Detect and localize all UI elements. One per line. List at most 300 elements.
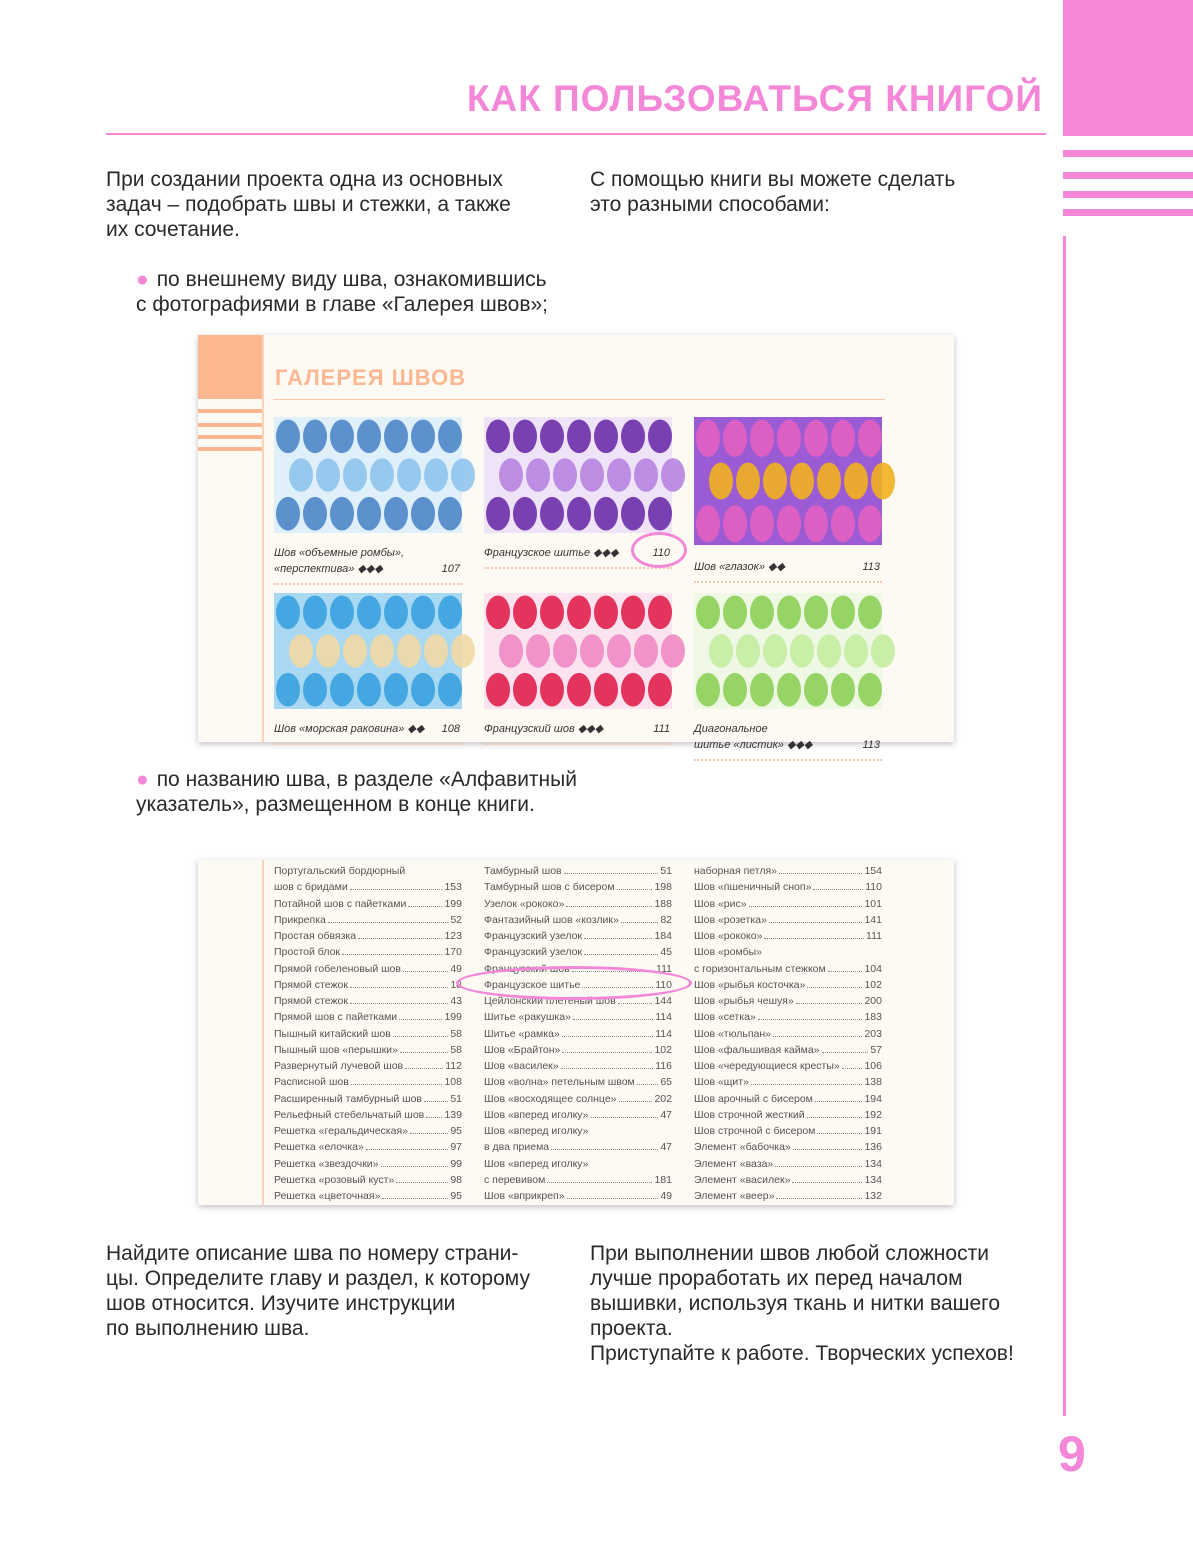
dot-leader <box>637 1084 659 1085</box>
dot-leader <box>822 1052 869 1053</box>
dot-leader <box>382 1198 448 1199</box>
index-entry <box>694 1123 882 1139</box>
index-entry-page: 51 <box>450 1092 462 1105</box>
stitch-motif <box>580 634 604 668</box>
dot-leader <box>807 1117 863 1118</box>
index-entry-name: Расписной шов <box>274 1076 349 1089</box>
index-entry-name: Шов «рис» <box>694 897 747 910</box>
stitch-motif <box>858 505 882 542</box>
index-entry <box>484 863 672 879</box>
stitch-motif <box>709 462 733 499</box>
index-entry <box>274 1042 462 1058</box>
stitch-motif <box>540 420 564 454</box>
stitch-card <box>694 593 882 761</box>
stitch-motif <box>397 458 421 492</box>
stitch-motif <box>763 462 787 499</box>
bullet-text: по названию шва, в разделе «Алфавитный указатель», размещенном в конце книги. <box>136 768 577 816</box>
index-entry-page: 114 <box>655 1011 672 1024</box>
index-entry <box>694 1156 882 1172</box>
index-entry-page: 191 <box>864 1125 882 1137</box>
stitch-motif <box>424 458 448 492</box>
stripe-decoration <box>1063 172 1193 179</box>
stitch-name: Французский шов ◆◆◆ <box>484 723 604 735</box>
index-entry-page: 47 <box>660 1141 672 1154</box>
index-entry <box>274 1139 462 1155</box>
index-entry-name: Шов «рыбья чешуя» <box>694 995 794 1007</box>
stitch-motif <box>276 420 300 454</box>
index-entry-page: 134 <box>864 1173 882 1186</box>
index-entry <box>484 1139 672 1155</box>
stitch-motif <box>621 420 645 454</box>
stripe-decoration <box>1063 150 1193 157</box>
index-entry-page: 111 <box>866 930 882 942</box>
stitch-motif <box>750 673 774 707</box>
gallery-preview <box>198 335 954 751</box>
index-entry <box>694 879 882 895</box>
index-entry <box>694 1042 882 1058</box>
stitch-motif <box>513 420 537 454</box>
index-entry-page: 203 <box>864 1027 882 1040</box>
stitch-name: Французское шитье ◆◆◆ <box>484 547 619 559</box>
stitch-motif <box>621 673 645 707</box>
index-entry <box>694 863 882 879</box>
index-entry-name: Прикрепка <box>274 913 326 926</box>
index-entry-page: 110 <box>655 978 672 991</box>
stitch-caption <box>274 545 462 577</box>
index-entry <box>274 1074 462 1090</box>
corner-decoration <box>1063 0 1193 136</box>
intro-right-paragraph: С помощью книги вы можете сделать это разными способами: <box>590 168 956 216</box>
index-entry-name: Решетка «звездочки» <box>274 1157 379 1170</box>
bullet-index <box>136 767 636 817</box>
index-entry-page: 108 <box>444 1076 462 1089</box>
dot-leader <box>567 1198 659 1199</box>
dot-leader <box>381 1166 449 1167</box>
index-entry <box>274 912 462 928</box>
index-entry <box>694 1172 882 1188</box>
index-entry <box>274 896 462 912</box>
index-entry-name: Элемент «василек» <box>694 1173 791 1186</box>
stitch-motif <box>648 497 672 531</box>
stitch-motif <box>486 420 510 454</box>
index-entry-page: 47 <box>660 1108 672 1121</box>
stitch-motif <box>831 596 855 630</box>
stitch-motif <box>790 462 814 499</box>
stitch-motif <box>424 634 448 668</box>
index-entry-name: Элемент «ваза» <box>694 1157 774 1170</box>
dot-leader <box>591 1117 659 1118</box>
index-entry-page: 43 <box>450 995 462 1007</box>
dotted-divider <box>274 739 462 745</box>
index-entry <box>274 1009 462 1025</box>
dot-leader <box>813 889 863 890</box>
index-entry-name: Решетка «елочка» <box>274 1141 364 1154</box>
stitch-photo <box>484 593 672 709</box>
index-entry-name: Шов «рококо» <box>694 930 763 942</box>
stitch-motif <box>276 673 300 707</box>
index-entry-name: Португальский бордюрный <box>274 865 406 877</box>
stitch-motif <box>858 420 882 457</box>
stitch-motif <box>696 420 720 457</box>
index-entry-name: шов с бридами <box>274 881 348 894</box>
stitch-motif <box>553 634 577 668</box>
stitch-motif <box>844 634 868 668</box>
dot-leader <box>566 906 652 907</box>
index-entry-page: 170 <box>444 946 462 959</box>
stitch-motif <box>357 673 381 707</box>
stitch-card <box>274 417 462 585</box>
dotted-divider <box>694 755 882 761</box>
index-entry-page: 98 <box>450 1173 462 1186</box>
index-entry <box>694 1074 882 1090</box>
dot-leader <box>764 938 864 939</box>
outro-right-paragraph: При выполнении швов любой сложности лучше проработать их перед началом вышивки, используя ткань и нитки вашего проекта. Приступайте к работе. Творческих успехов! <box>590 1242 1014 1365</box>
index-entry <box>484 1009 672 1025</box>
stitch-motif <box>858 596 882 630</box>
index-entry-page: 58 <box>450 1043 462 1056</box>
stitch-motif <box>486 497 510 531</box>
stitch-motif <box>526 458 550 492</box>
dot-leader <box>769 922 863 923</box>
dot-leader <box>618 1003 653 1004</box>
stitch-motif <box>790 634 814 668</box>
stitch-motif <box>648 596 672 630</box>
stitch-motif <box>438 420 462 454</box>
stitch-motif <box>486 673 510 707</box>
stitch-photo <box>484 417 672 533</box>
stitch-motif <box>384 596 408 630</box>
dot-leader <box>584 954 658 955</box>
stitch-motif <box>736 634 760 668</box>
stitch-motif <box>289 458 313 492</box>
stitch-motif <box>580 458 604 492</box>
dot-leader <box>350 889 443 890</box>
stitch-motif <box>723 673 747 707</box>
stitch-photo <box>694 593 882 709</box>
index-column <box>694 863 882 1204</box>
stitch-motif <box>438 673 462 707</box>
index-entry-page: 114 <box>655 1027 672 1040</box>
index-entry-page: 134 <box>864 1157 882 1170</box>
index-entry-name: Цейлонский плетеный шов <box>484 995 616 1007</box>
dot-leader <box>405 1068 443 1069</box>
index-entry-name: Пышный китайский шов <box>274 1027 391 1040</box>
stitch-motif <box>621 596 645 630</box>
stitch-motif <box>451 634 475 668</box>
index-entry-name: Французское шитье <box>484 978 581 991</box>
index-entry-page: 199 <box>444 897 462 910</box>
dot-leader <box>342 954 442 955</box>
stitch-name: Диагональное шитье «листик» ◆◆◆ <box>694 723 813 751</box>
index-entry-name: Тамбурный шов <box>484 865 562 877</box>
bullet-dot-icon: ● <box>136 268 149 291</box>
stitch-name: Шов «объемные ромбы», «перспектива» ◆◆◆ <box>274 547 405 575</box>
dot-leader <box>424 1101 448 1102</box>
gallery-stripe <box>198 423 262 427</box>
stitch-card <box>694 417 882 583</box>
index-entry-page: 101 <box>864 897 882 910</box>
index-entry <box>274 928 462 944</box>
dot-leader <box>426 1117 442 1118</box>
index-entry <box>484 1107 672 1123</box>
dot-leader <box>773 1036 862 1037</box>
stitch-motif <box>750 505 774 542</box>
dot-leader <box>796 1003 863 1004</box>
dot-leader <box>564 873 659 874</box>
index-entry-page: 188 <box>654 897 672 910</box>
index-entry-page: 110 <box>865 881 882 894</box>
bullet-gallery <box>136 267 616 317</box>
index-entry-page: 194 <box>864 1092 882 1105</box>
stitch-motif <box>804 596 828 630</box>
dot-leader <box>793 1149 863 1150</box>
stitch-motif <box>567 673 591 707</box>
stitch-motif <box>411 673 435 707</box>
stitch-motif <box>607 634 631 668</box>
stitch-motif <box>513 596 537 630</box>
gallery-stripe <box>198 435 262 439</box>
stitch-page: 111 <box>653 723 670 735</box>
index-entry-page: 136 <box>864 1141 882 1154</box>
stitch-motif <box>438 497 462 531</box>
stitch-motif <box>621 497 645 531</box>
index-entry-page: 202 <box>654 1092 672 1105</box>
stitch-motif <box>831 420 855 457</box>
dot-leader <box>807 987 862 988</box>
stitch-motif <box>567 497 591 531</box>
index-entry-name: Французский узелок <box>484 930 583 942</box>
stitch-motif <box>303 420 327 454</box>
stitch-motif <box>540 497 564 531</box>
dot-leader <box>400 1052 448 1053</box>
index-entry-page: 139 <box>444 1108 462 1121</box>
index-entry <box>694 1107 882 1123</box>
dot-leader <box>842 1068 863 1069</box>
index-entry-name: наборная петля» <box>694 865 777 877</box>
stitch-motif <box>289 634 313 668</box>
stitch-motif <box>594 596 618 630</box>
stitch-motif <box>661 634 685 668</box>
index-entry-page: 198 <box>654 881 672 894</box>
index-entry <box>484 1091 672 1107</box>
stitch-motif <box>871 634 895 668</box>
index-entry <box>274 1091 462 1107</box>
intro-left-paragraph: При создании проекта одна из основных задач – подобрать швы и стежки, а также их сочетание. <box>106 168 511 241</box>
stitch-page: 110 <box>652 547 670 559</box>
index-entry-name: Прямой стежок <box>274 995 348 1007</box>
dot-leader <box>817 1133 862 1134</box>
index-entry-page: 102 <box>654 1043 672 1056</box>
index-entry-page: 57 <box>870 1043 882 1056</box>
index-entry-page: 153 <box>444 881 462 894</box>
stitch-motif <box>723 596 747 630</box>
gallery-stripe <box>198 409 262 413</box>
stitch-motif <box>804 673 828 707</box>
gallery-title: ГАЛЕРЕЯ ШВОВ <box>275 365 467 390</box>
dotted-divider <box>274 579 462 585</box>
stripe-decoration <box>1063 209 1193 216</box>
index-entry-page: 52 <box>450 913 462 926</box>
stitch-photo <box>694 417 882 545</box>
index-entry-name: Шов «розетка» <box>694 913 767 926</box>
index-entry-name: Решетка «розовый куст» <box>274 1173 395 1186</box>
stitch-motif <box>871 462 895 499</box>
side-rule <box>1063 236 1066 1416</box>
stitch-page: 108 <box>441 723 460 735</box>
index-entry <box>484 944 672 960</box>
index-entry-page: 192 <box>864 1108 882 1121</box>
stitch-page: 113 <box>862 561 880 573</box>
index-entry <box>274 879 462 895</box>
index-entry <box>484 896 672 912</box>
dot-leader <box>350 987 448 988</box>
stitch-motif <box>858 673 882 707</box>
stitch-name: Шов «глазок» ◆◆ <box>694 561 785 573</box>
stitch-motif <box>844 462 868 499</box>
stitch-motif <box>567 420 591 454</box>
index-entry-name: Простой блок <box>274 946 341 959</box>
stitch-motif <box>276 497 300 531</box>
stitch-photo <box>274 417 462 533</box>
dot-leader <box>621 922 658 923</box>
dot-leader <box>561 1068 654 1069</box>
index-entry-page: 154 <box>864 865 882 877</box>
stitch-motif <box>316 458 340 492</box>
stitch-motif <box>804 420 828 457</box>
stitch-motif <box>696 505 720 542</box>
dot-leader <box>551 1149 658 1150</box>
index-entry-name: Фантазийный шов «козлик» <box>484 913 619 926</box>
stitch-motif <box>513 497 537 531</box>
index-entry-name: Прямой стежок <box>274 978 348 991</box>
stitch-motif <box>357 497 381 531</box>
stitch-motif <box>513 673 537 707</box>
index-entry <box>694 1139 882 1155</box>
gallery-corner-decoration <box>198 335 262 399</box>
stitch-motif <box>709 634 733 668</box>
stitch-motif <box>634 458 658 492</box>
index-entry <box>274 1123 462 1139</box>
dot-leader <box>351 1084 443 1085</box>
index-entry-name: Расширенный тамбурный шов <box>274 1092 422 1105</box>
index-entry-page: 106 <box>864 1060 882 1072</box>
stitch-motif <box>661 458 685 492</box>
index-entry <box>484 928 672 944</box>
index-entry-page: 200 <box>864 995 882 1007</box>
index-entry-name: Решетка «геральдическая» <box>274 1125 408 1137</box>
index-entry <box>694 993 882 1009</box>
index-entry <box>274 1156 462 1172</box>
index-entry-page: 58 <box>450 1027 462 1040</box>
index-entry <box>274 1026 462 1042</box>
dot-leader <box>393 1036 448 1037</box>
stitch-motif <box>777 596 801 630</box>
index-entry-page: 199 <box>444 1011 462 1024</box>
highlight-circle <box>631 532 687 568</box>
dot-leader <box>358 938 442 939</box>
index-entry <box>694 896 882 912</box>
stitch-motif <box>411 420 435 454</box>
stitch-motif <box>567 596 591 630</box>
stitch-motif <box>330 673 354 707</box>
stitch-motif <box>357 420 381 454</box>
index-entry <box>694 1058 882 1074</box>
stitch-motif <box>607 458 631 492</box>
index-entry-page: 144 <box>654 995 672 1007</box>
index-entry-page: 65 <box>660 1076 672 1089</box>
index-entry-name: Решетка «цветочная» <box>274 1190 381 1202</box>
stitch-motif <box>777 420 801 457</box>
index-entry-name: Пышный шов «перышки» <box>274 1043 398 1056</box>
bullet-text: по внешнему виду шва, ознакомившись с фотографиями в главе «Галерея швов»; <box>136 268 549 316</box>
stitch-motif <box>330 596 354 630</box>
bullet-dot-icon: ● <box>136 768 149 791</box>
stitch-motif <box>303 673 327 707</box>
index-entry-name: с перевивом <box>484 1173 546 1186</box>
index-entry-name: Шов «вперед иголку» <box>484 1108 589 1121</box>
index-entry-name: Прямой шов с пайетками <box>274 1011 398 1024</box>
stitch-motif <box>397 634 421 668</box>
stitch-motif <box>594 420 618 454</box>
dot-leader <box>619 1101 653 1102</box>
index-entry <box>694 1026 882 1042</box>
index-entry <box>484 1074 672 1090</box>
dot-leader <box>749 906 863 907</box>
stitch-motif <box>648 673 672 707</box>
stitch-motif <box>343 458 367 492</box>
stitch-motif <box>486 596 510 630</box>
stitch-card <box>274 593 462 745</box>
index-entry-page: 18 <box>450 978 462 991</box>
index-entry-name: Шов «ромбы» <box>694 946 762 959</box>
dot-leader <box>399 1019 442 1020</box>
index-entry-page: 132 <box>864 1190 882 1202</box>
index-entry-page: 184 <box>654 930 672 942</box>
gallery-title-rule <box>273 399 885 400</box>
dot-leader <box>408 906 442 907</box>
dot-leader <box>779 873 862 874</box>
dot-leader <box>328 922 448 923</box>
dot-leader <box>410 1133 448 1134</box>
index-entry-name: Шов строчной жесткий <box>694 1108 805 1121</box>
index-entry-page: 141 <box>864 913 882 926</box>
index-entry <box>274 977 462 993</box>
stitch-motif <box>648 420 672 454</box>
stitch-motif <box>594 497 618 531</box>
index-entry <box>484 1042 672 1058</box>
index-entry <box>274 961 462 977</box>
index-entry-page: 102 <box>864 978 882 991</box>
index-entry-page: 138 <box>864 1076 882 1089</box>
stitch-caption <box>694 721 882 753</box>
stitch-caption <box>694 559 882 575</box>
index-entry-name: Прямой гобеленовый шов <box>274 962 401 975</box>
stitch-photo <box>274 593 462 709</box>
stitch-motif <box>696 673 720 707</box>
stitch-motif <box>303 596 327 630</box>
dot-leader <box>758 1019 863 1020</box>
index-entry-name: Шов «вперед иголку» <box>484 1157 589 1170</box>
index-entry <box>484 1188 672 1204</box>
index-entry-name: с горизонтальным стежком <box>694 962 826 975</box>
index-entry-page: 123 <box>444 930 462 942</box>
index-entry-name: Тамбурный шов с бисером <box>484 881 615 894</box>
index-entry-page: 104 <box>864 962 882 975</box>
index-entry-page: 82 <box>660 913 672 926</box>
stitch-motif <box>370 634 394 668</box>
stitch-motif <box>499 458 523 492</box>
index-entry-page: 112 <box>445 1060 462 1072</box>
